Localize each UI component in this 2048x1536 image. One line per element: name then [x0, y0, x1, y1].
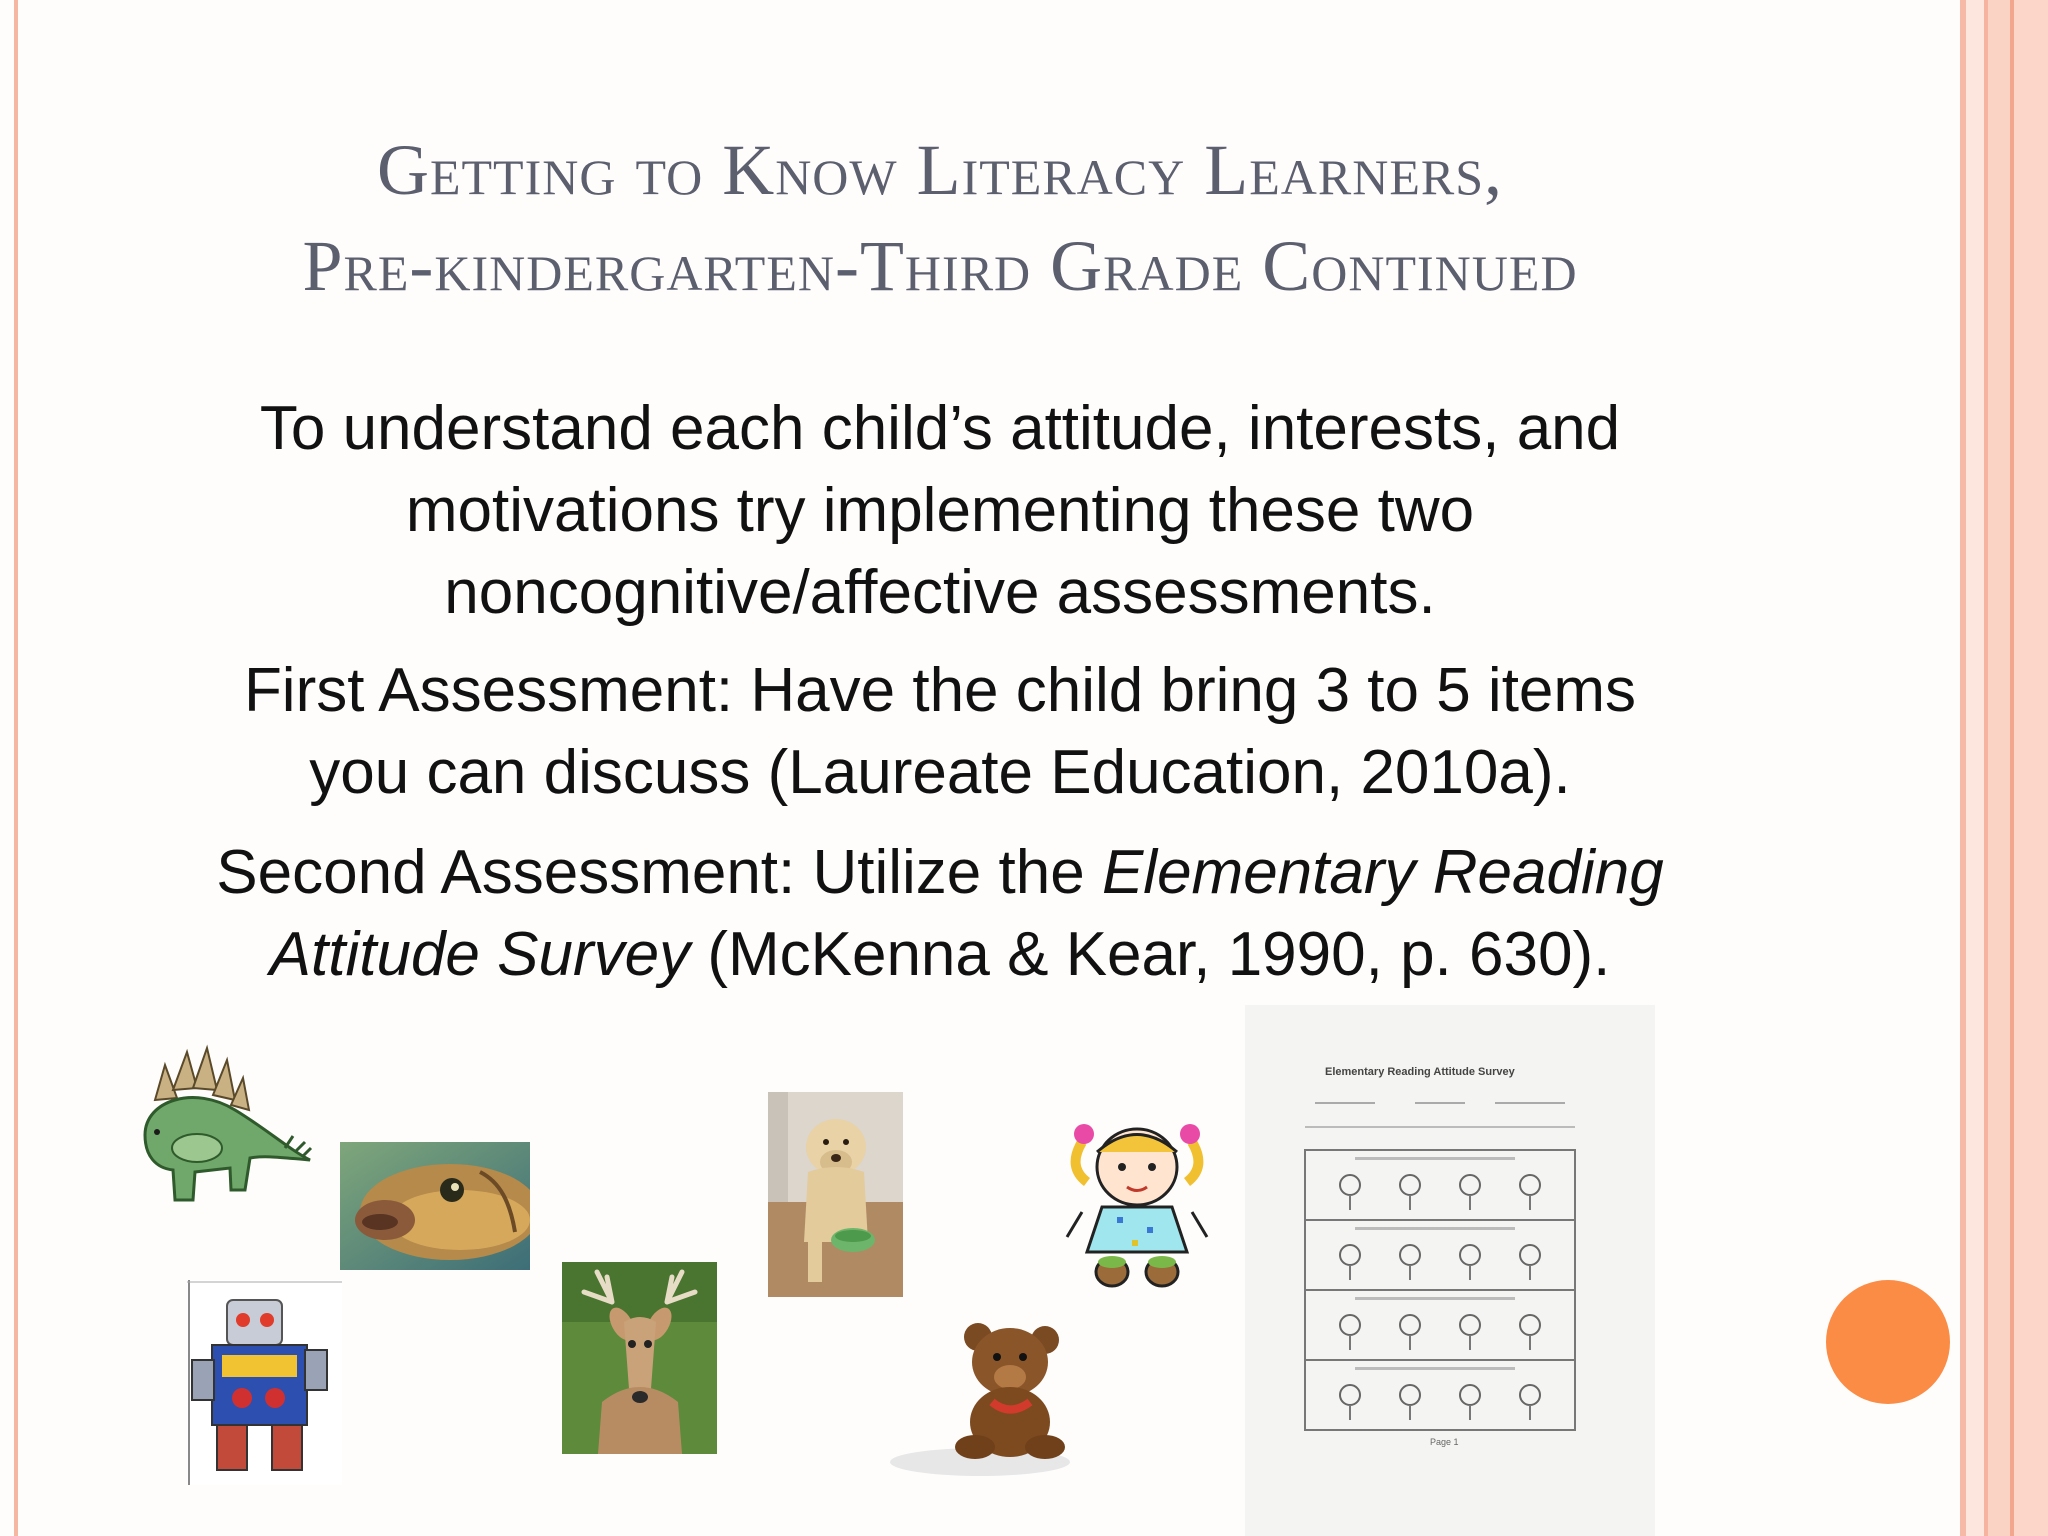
teddy-bear-clipart [880, 1322, 1080, 1482]
survey-title-italic-1: Elementary Reading [1101, 838, 1664, 907]
robot-toy-photo [187, 1280, 342, 1485]
doll-clipart [1062, 1112, 1212, 1292]
left-border-line [14, 0, 18, 1536]
paragraph-intro-line-1: To understand each child’s attitude, interests, and [259, 394, 1621, 463]
slide-title [140, 122, 1740, 314]
title-line-1: Getting to Know Literacy Learners, [376, 130, 1504, 210]
second-assessment-suffix: (McKenna & Kear, 1990, p. 630). [690, 920, 1611, 989]
first-assessment-line-2: you can discuss (Laureate Education, 2010a). [309, 738, 1571, 807]
deer-photo [562, 1262, 717, 1454]
paragraph-second-assessment [140, 832, 1740, 996]
right-border-stripe [1966, 0, 1984, 1536]
right-border-stripe [2014, 0, 2048, 1536]
title-line-2: Pre-kindergarten-Third Grade Continued [302, 226, 1578, 306]
fish-photo [340, 1142, 530, 1270]
second-assessment-prefix: Second Assessment: Utilize the [216, 838, 1102, 907]
paragraph-intro-line-2: motivations try implementing these two [405, 476, 1475, 545]
survey-title-italic-2: Attitude Survey [269, 920, 691, 989]
survey-page-number: Page 1 [1430, 1437, 1459, 1447]
paragraph-first-assessment [140, 650, 1740, 814]
survey-image-title: Elementary Reading Attitude Survey [1325, 1066, 1515, 1078]
orange-circle-decoration [1826, 1280, 1950, 1404]
paragraph-intro [140, 388, 1740, 634]
first-assessment-line-1: First Assessment: Have the child bring 3 to 5 items [243, 656, 1637, 725]
dog-photo [768, 1092, 903, 1297]
survey-page-image [1245, 1005, 1655, 1536]
paragraph-intro-line-3: noncognitive/affective assessments. [444, 558, 1436, 627]
stegosaurus-clipart [135, 1040, 315, 1215]
right-border-stripe [1988, 0, 2010, 1536]
